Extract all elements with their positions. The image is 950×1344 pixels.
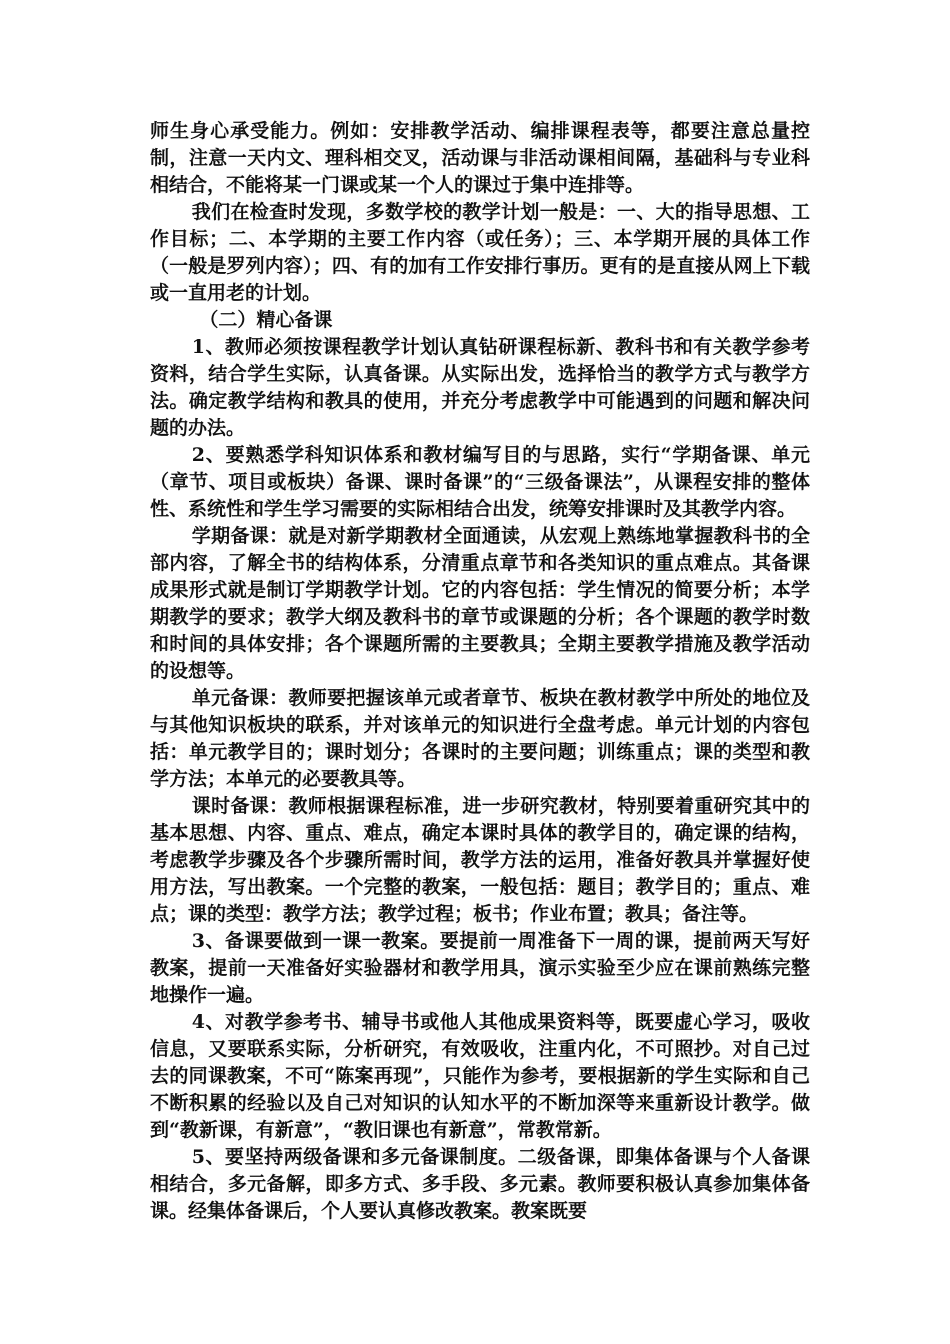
- paragraph-continuation: 师生身心承受能力。例如：安排教学活动、编排课程表等，都要注意总量控制，注意一天内文、理科相交叉，活动课与非活动课相间隔，基础科与专业科相结合，不能将某一门课或某一个人的课过于集中连排等。: [150, 120, 810, 196]
- paragraph-unit-prep: 单元备课：教师要把握该单元或者章节、板块在教材教学中所处的地位及与其他知识板块的联系，并对该单元的知识进行全盘考虑。单元计划的内容包括：单元教学目的；课时划分；各课时的主要问题；训练重点；课的类型和教学方法；本单元的必要教具等。: [150, 687, 810, 790]
- document-page: [150, 118, 810, 1225]
- paragraph-item-3: 3、备课要做到一课一教案。要提前一周准备下一周的课，提前两天写好教案，提前一天准备好实验器材和教学用具，演示实验至少应在课前熟练完整地操作一遍。: [150, 930, 810, 1006]
- paragraph-item-5: 5、要坚持两级备课和多元备课制度。二级备课，即集体备课与个人备课相结合，多元备解，即多方式、多手段、多元素。教师要积极认真参加集体备课。经集体备课后，个人要认真修改教案。教案既要: [150, 1146, 810, 1222]
- paragraph-item-2: 2、要熟悉学科知识体系和教材编写目的与思路，实行“学期备课、单元（章节、项目或板块）备课、课时备课”的“三级备课法”，从课程安排的整体性、系统性和学生学习需要的实际相结合出发，统筹安排课时及其教学内容。: [150, 444, 810, 520]
- paragraph-item-1: 1、教师必须按课程教学计划认真钻研课程标新、教科书和有关教学参考资料，结合学生实际，认真备课。从实际出发，选择恰当的教学方式与教学方法。确定教学结构和教具的使用，并充分考虑教学中可能遇到的问题和解决问题的办法。: [150, 336, 810, 439]
- paragraph-inspection-findings: 我们在检查时发现，多数学校的教学计划一般是：一、大的指导思想、工作目标；二、本学期的主要工作内容（或任务）；三、本学期开展的具体工作（一般是罗列内容）；四、有的加有工作安排行事历。更有的是直接从网上下载或一直用老的计划。: [150, 201, 810, 304]
- section-heading-lesson-prep: （二）精心备课: [199, 309, 333, 331]
- paragraph-item-4: 4、对教学参考书、辅导书或他人其他成果资料等，既要虚心学习，吸收信息，又要联系实际，分析研究，有效吸收，注重内化，不可照抄。对自己过去的同课教案，不可“陈案再现”，只能作为参考，要根据新的学生实际和自己不断积累的经验以及自己对知识的认知水平的不断加深等来重新设计教学。做到“教新课，有新意”，“教旧课也有新意”，常教常新。: [150, 1011, 810, 1141]
- paragraph-lesson-hour-prep: 课时备课：教师根据课程标准，进一步研究教材，特别要着重研究其中的基本思想、内容、重点、难点，确定本课时具体的教学目的，确定课的结构，考虑教学步骤及各个步骤所需时间，教学方法的运用，准备好教具并掌握好使用方法，写出教案。一个完整的教案，一般包括：题目；教学目的；重点、难点；课的类型：教学方法；教学过程；板书；作业布置；教具；备注等。: [150, 795, 810, 925]
- paragraph-semester-prep: 学期备课：就是对新学期教材全面通读，从宏观上熟练地掌握教科书的全部内容，了解全书的结构体系，分清重点章节和各类知识的重点难点。其备课成果形式就是制订学期教学计划。它的内容包括：学生情况的简要分析；本学期教学的要求；教学大纲及教科书的章节或课题的分析；各个课题的教学时数和时间的具体安排；各个课题所需的主要教具；全期主要教学措施及教学活动的设想等。: [150, 525, 810, 682]
